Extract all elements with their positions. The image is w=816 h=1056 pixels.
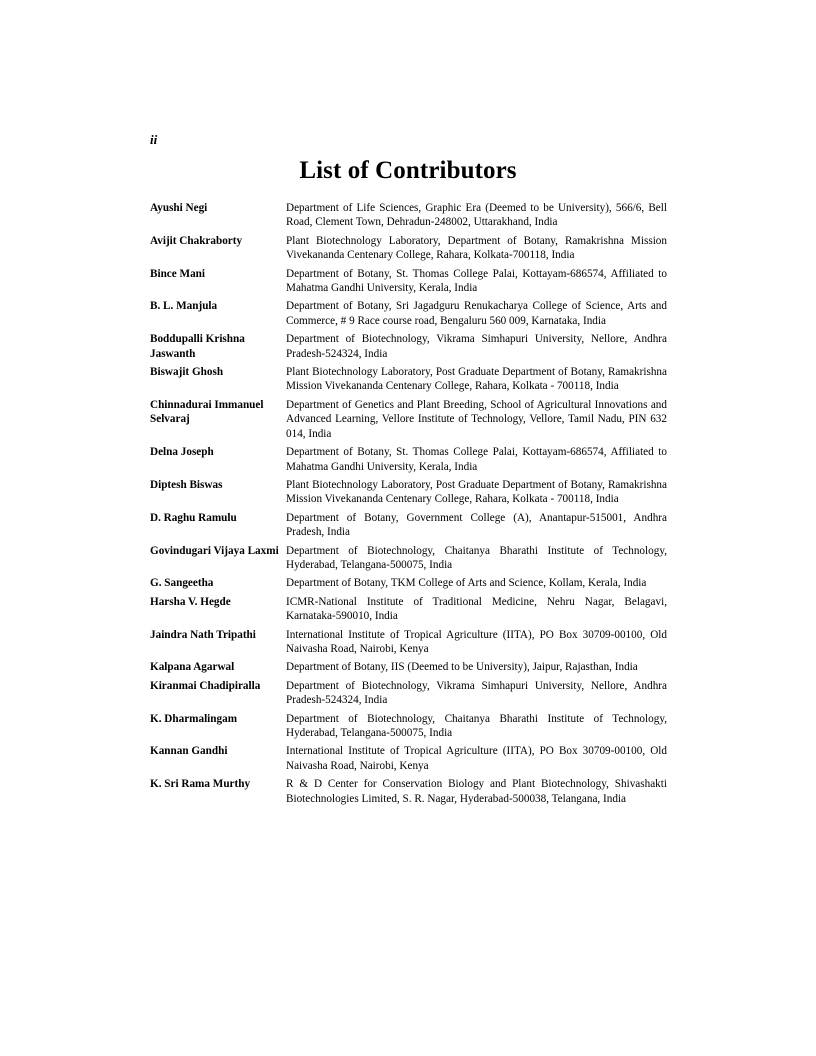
contributor-entry — [150, 628, 667, 657]
contributor-entry — [150, 576, 667, 590]
contributor-name: Kannan Gandhi — [150, 745, 228, 758]
contributor-entry — [150, 712, 667, 741]
contributor-entry — [150, 511, 667, 540]
contributor-name: Bince Mani — [150, 267, 206, 280]
contributor-name: Boddupalli Krishna Jaswanth — [150, 333, 245, 360]
contributor-list — [150, 201, 667, 810]
contributor-affiliation: Department of Life Sciences, Graphic Era (Deemed to be University), 566/6, Bell Road, Clement Town, Dehradun-248002, Uttarakhand, India — [286, 202, 667, 229]
contributor-affiliation: ICMR-National Institute of Traditional Medicine, Nehru Nagar, Belagavi, Karnataka-590010, India — [286, 595, 667, 623]
contributor-entry — [150, 544, 667, 573]
contributor-name: Delna Joseph — [150, 446, 214, 459]
contributor-entry — [150, 777, 667, 806]
contributor-entry — [150, 332, 667, 361]
contributor-name: Harsha V. Hegde — [150, 595, 231, 608]
contributor-affiliation: Plant Biotechnology Laboratory, Department of Botany, Ramakrishna Mission Vivekananda Centenary College, Rahara, Kolkata-700118, India — [286, 234, 667, 262]
contributor-affiliation: Department of Botany, St. Thomas College Palai, Kottayam-686574, Affiliated to Mahatma Gandhi University, Kerala, India — [286, 446, 667, 473]
page-title: List of Contributors — [299, 157, 517, 184]
contributor-name: K. Sri Rama Murthy — [150, 778, 251, 791]
contributor-affiliation: Department of Botany, IIS (Deemed to be University), Jaipur, Rajasthan, India — [286, 661, 638, 674]
contributor-entry — [150, 660, 667, 674]
contributor-affiliation: Department of Biotechnology, Chaitanya Bharathi Institute of Technology, Hyderabad, Telangana-500075, India — [286, 544, 667, 571]
contributor-entry — [150, 398, 667, 441]
contributor-affiliation: Department of Biotechnology, Vikrama Simhapuri University, Nellore, Andhra Pradesh-524324, India — [286, 333, 667, 360]
contributor-affiliation: International Institute of Tropical Agriculture (IITA), PO Box 30709-00100, Old Naivasha Road, Nairobi, Kenya — [286, 628, 667, 655]
contributor-entry — [150, 267, 667, 296]
contributor-name: Biswajit Ghosh — [150, 366, 224, 379]
contributor-name: Kalpana Agarwal — [150, 661, 235, 674]
contributor-entry — [150, 365, 667, 394]
contributor-affiliation: R & D Center for Conservation Biology and Plant Biotechnology, Shivashakti Biotechnologies Limited, S. R. Nagar, Hyderabad-500038, Telangana, India — [286, 778, 667, 805]
contributor-affiliation: Department of Botany, Sri Jagadguru Renukacharya College of Science, Arts and Commerce, # 9 Race course road, Bengaluru 560 009, Karnataka, India — [286, 300, 667, 327]
contributor-name: G. Sangeetha — [150, 577, 214, 590]
contributor-entry — [150, 595, 667, 624]
contributor-name: Diptesh Biswas — [150, 478, 223, 491]
contributor-name: Kiranmai Chadipiralla — [150, 679, 261, 692]
contributor-affiliation: Department of Biotechnology, Chaitanya Bharathi Institute of Technology, Hyderabad, Telangana-500075, India — [286, 712, 667, 739]
contributor-entry — [150, 201, 667, 230]
contributor-entry — [150, 445, 667, 474]
contributor-name: Chinnadurai Immanuel Selvaraj — [150, 398, 264, 426]
contributor-entry — [150, 299, 667, 328]
contributor-affiliation: Plant Biotechnology Laboratory, Post Graduate Department of Botany, Ramakrishna Mission Vivekananda Centenary College, Rahara, Kolkata - 700118, India — [286, 366, 667, 393]
contributor-name: K. Dharmalingam — [150, 712, 238, 725]
contributor-name: Govindugari Vijaya Laxmi — [150, 544, 279, 557]
contributor-name: Ayushi Negi — [150, 202, 208, 214]
contributor-affiliation: Department of Biotechnology, Vikrama Simhapuri University, Nellore, Andhra Pradesh-524324, India — [286, 679, 667, 707]
contributor-entry — [150, 744, 667, 773]
contributor-affiliation: Department of Botany, St. Thomas College Palai, Kottayam-686574, Affiliated to Mahatma Gandhi University, Kerala, India — [286, 267, 667, 295]
contributor-entry — [150, 679, 667, 708]
contributor-name: D. Raghu Ramulu — [150, 511, 237, 524]
contributor-affiliation: Department of Genetics and Plant Breeding, School of Agricultural Innovations and Advanced Learning, Vellore Institute of Technology, Vellore, Tamil Nadu, PIN 632 014, India — [286, 398, 667, 440]
contributor-affiliation: Plant Biotechnology Laboratory, Post Graduate Department of Botany, Ramakrishna Mission Vivekananda Centenary College, Rahara, Kolkata - 700118, India — [286, 478, 667, 506]
contributor-affiliation: International Institute of Tropical Agriculture (IITA), PO Box 30709-00100, Old Naivasha Road, Nairobi, Kenya — [286, 745, 667, 772]
contributor-name: B. L. Manjula — [150, 300, 218, 313]
page-number: ii — [150, 132, 158, 147]
contributor-name: Avijit Chakraborty — [150, 234, 243, 247]
contributor-name: Jaindra Nath Tripathi — [150, 628, 256, 641]
contributor-affiliation: Department of Botany, Government College (A), Anantapur-515001, Andhra Pradesh, India — [286, 511, 667, 539]
contributor-entry — [150, 234, 667, 263]
contributor-entry — [150, 478, 667, 507]
contributor-affiliation: Department of Botany, TKM College of Arts and Science, Kollam, Kerala, India — [286, 577, 647, 590]
